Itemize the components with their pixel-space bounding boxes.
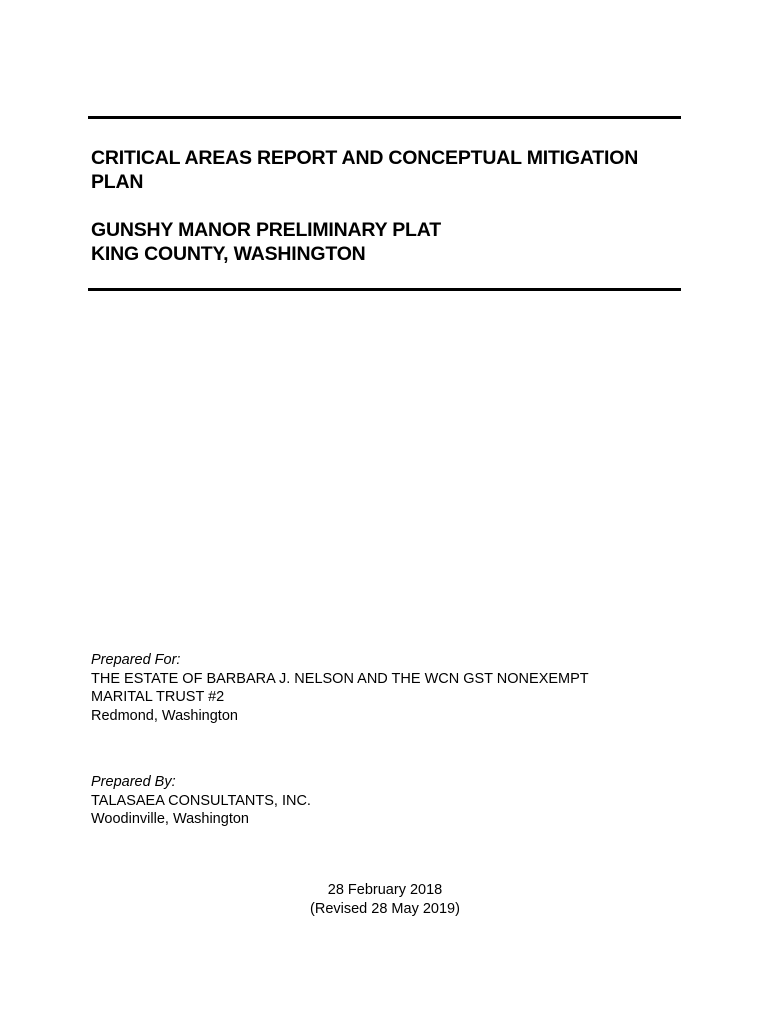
prepared-by-section	[91, 773, 691, 829]
revised-date: (Revised 28 May 2019)	[310, 900, 460, 917]
original-date: 28 February 2018	[327, 882, 443, 898]
prepared-for-section	[91, 651, 691, 725]
client-name-line-2: MARITAL TRUST #2	[91, 689, 225, 705]
top-rule	[88, 116, 681, 119]
prepared-by-label: Prepared By:	[91, 774, 176, 790]
project-name: GUNSHY MANOR PRELIMINARY PLAT	[91, 219, 441, 241]
bottom-rule	[88, 288, 681, 291]
report-title-line-2: PLAN	[91, 171, 144, 193]
consultant-location: Woodinville, Washington	[91, 811, 249, 827]
report-title-line-1: CRITICAL AREAS REPORT AND CONCEPTUAL MITIGATION	[91, 147, 639, 169]
project-location: KING COUNTY, WASHINGTON	[91, 243, 366, 265]
client-name-line-1: THE ESTATE OF BARBARA J. NELSON AND THE WCN GST NONEXEMPT	[91, 670, 589, 687]
consultant-name: TALASAEA CONSULTANTS, INC.	[91, 792, 311, 809]
report-title	[91, 146, 681, 194]
title-block	[91, 146, 681, 266]
client-location: Redmond, Washington	[91, 707, 238, 724]
project-subtitle	[91, 218, 681, 266]
date-block	[0, 881, 770, 918]
prepared-for-label: Prepared For:	[91, 652, 181, 668]
